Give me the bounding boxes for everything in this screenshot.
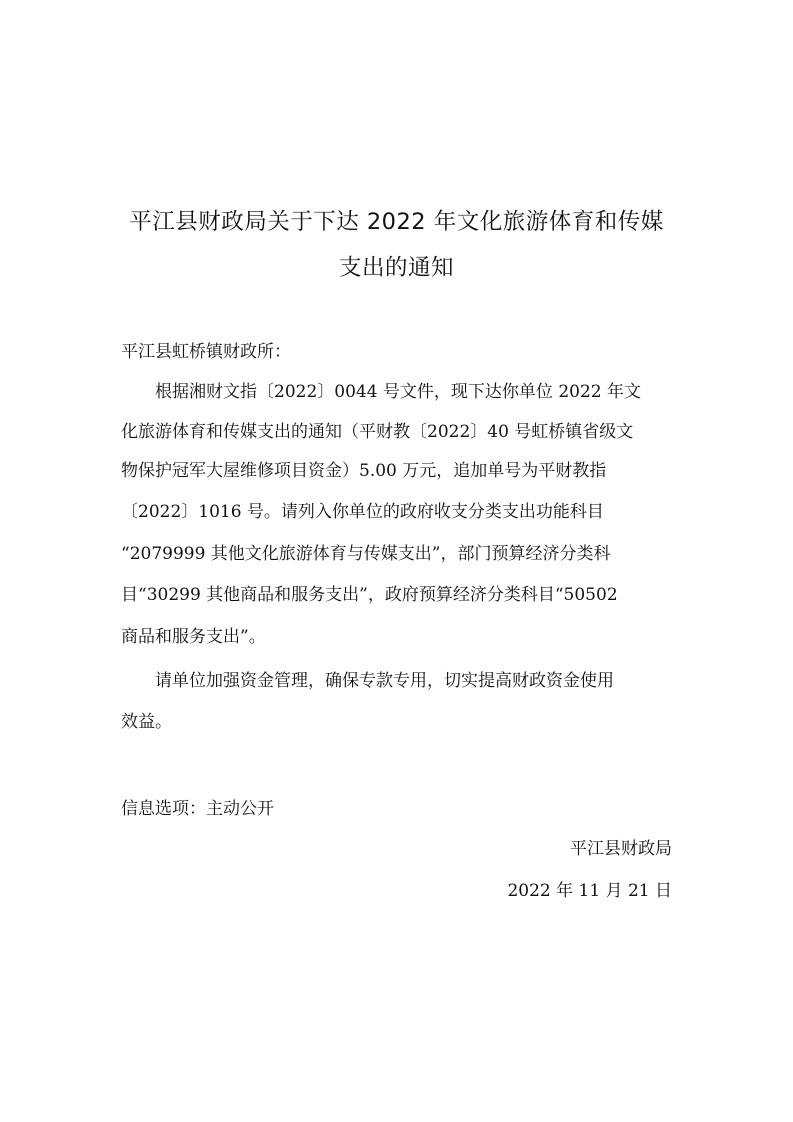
- document-title-line-1: 平江县财政局关于下达 2022 年文化旅游体育和传媒: [129, 209, 664, 235]
- paragraph1-line: 〔2022〕1016 号。请列入你单位的政府收支分类支出功能科目: [121, 502, 604, 522]
- paragraph1-line: 根据湘财文指〔2022〕0044 号文件，现下达你单位 2022 年文: [155, 382, 642, 402]
- paragraph2-line: 效益。: [121, 712, 172, 732]
- issue-date: 2022 年 11 月 21 日: [507, 881, 672, 901]
- paragraph1-line: 化旅游体育和传媒支出的通知（平财教〔2022〕40 号虹桥镇省级文: [121, 422, 634, 442]
- paragraph1-line: 商品和服务支出”。: [121, 627, 266, 647]
- info-option: 信息选项：主动公开: [121, 799, 274, 819]
- document-title-line-2: 支出的通知: [338, 255, 454, 281]
- paragraph2-line: 请单位加强资金管理，确保专款专用，切实提高财政资金使用: [155, 671, 614, 691]
- issuer-signature: 平江县财政局: [570, 839, 672, 859]
- paragraph1-line: 目“30299 其他商品和服务支出”，政府预算经济分类科目“50502: [121, 585, 618, 605]
- addressee: 平江县虹桥镇财政所：: [121, 342, 291, 362]
- paragraph1-line: 物保护冠军大屋维修项目资金）5.00 万元，追加单号为平财教指: [121, 461, 607, 481]
- paragraph1-line: “2079999 其他文化旅游体育与传媒支出”，部门预算经济分类科: [121, 544, 611, 564]
